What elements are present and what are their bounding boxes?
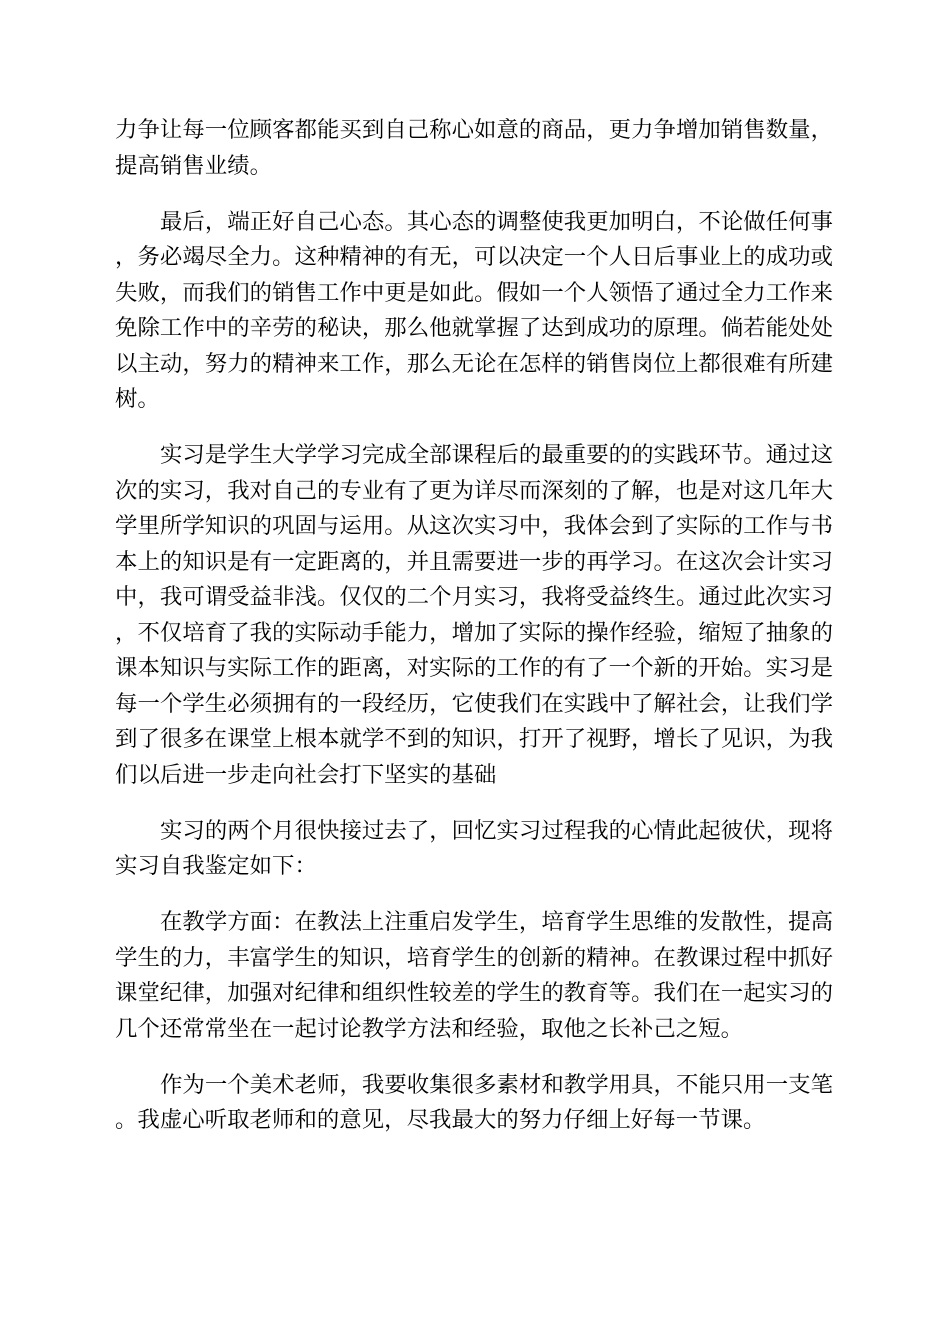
paragraph-1: 力争让每一位顾客都能买到自己称心如意的商品，更力争增加销售数量，提高销售业绩。 (115, 117, 833, 179)
paragraph-3: 实习是学生大学学习完成全部课程后的最重要的的实践环节。通过这次的实习，我对自己的专业有了更为详尽而深刻的了解，也是对这几年大学里所学知识的巩固与运用。从这次实习中，我体会到了实际的工作与书本上的知识是有一定距离的，并且需要进一步的再学习。在这次会计实习中，我可谓受益非浅。仅仅的二个月实习，我将受益终生。通过此次实习，不仅培育了我的实际动手能力，增加了实际的操作经验，缩短了抽象的课本知识与实际工作的距离，对实际的工作的有了一个新的开始。实习是每一个学生必须拥有的一段经历，它使我们在实践中了解社会，让我们学到了很多在课堂上根本就学不到的知识，打开了视野，增长了见识，为我们以后进一步走向社会打下坚实的基础 (115, 442, 833, 788)
paragraph-6: 作为一个美术老师，我要收集很多素材和教学用具，不能只用一支笔。我虚心听取老师和的意见，尽我最大的努力仔细上好每一节课。 (115, 1071, 833, 1133)
paragraph-2: 最后，端正好自己心态。其心态的调整使我更加明白，不论做任何事，务必竭尽全力。这种精神的有无，可以决定一个人日后事业上的成功或失败，而我们的销售工作中更是如此。假如一个人领悟了通过全力工作来免除工作中的辛劳的秘诀，那么他就掌握了达到成功的原理。倘若能处处以主动，努力的精神来工作，那么无论在怎样的销售岗位上都很难有所建树。 (115, 208, 833, 412)
paragraph-4: 实习的两个月很快接过去了，回忆实习过程我的心情此起彼伏，现将实习自我鉴定如下： (115, 817, 833, 879)
document-body (115, 113, 833, 1159)
paragraph-5: 在教学方面：在教法上注重启发学生，培育学生思维的发散性，提高学生的力，丰富学生的知识，培育学生的创新的精神。在教课过程中抓好课堂纪律，加强对纪律和组织性较差的学生的教育等。我们在一起实习的几个还常常坐在一起讨论教学方法和经验，取他之长补己之短。 (115, 909, 833, 1042)
